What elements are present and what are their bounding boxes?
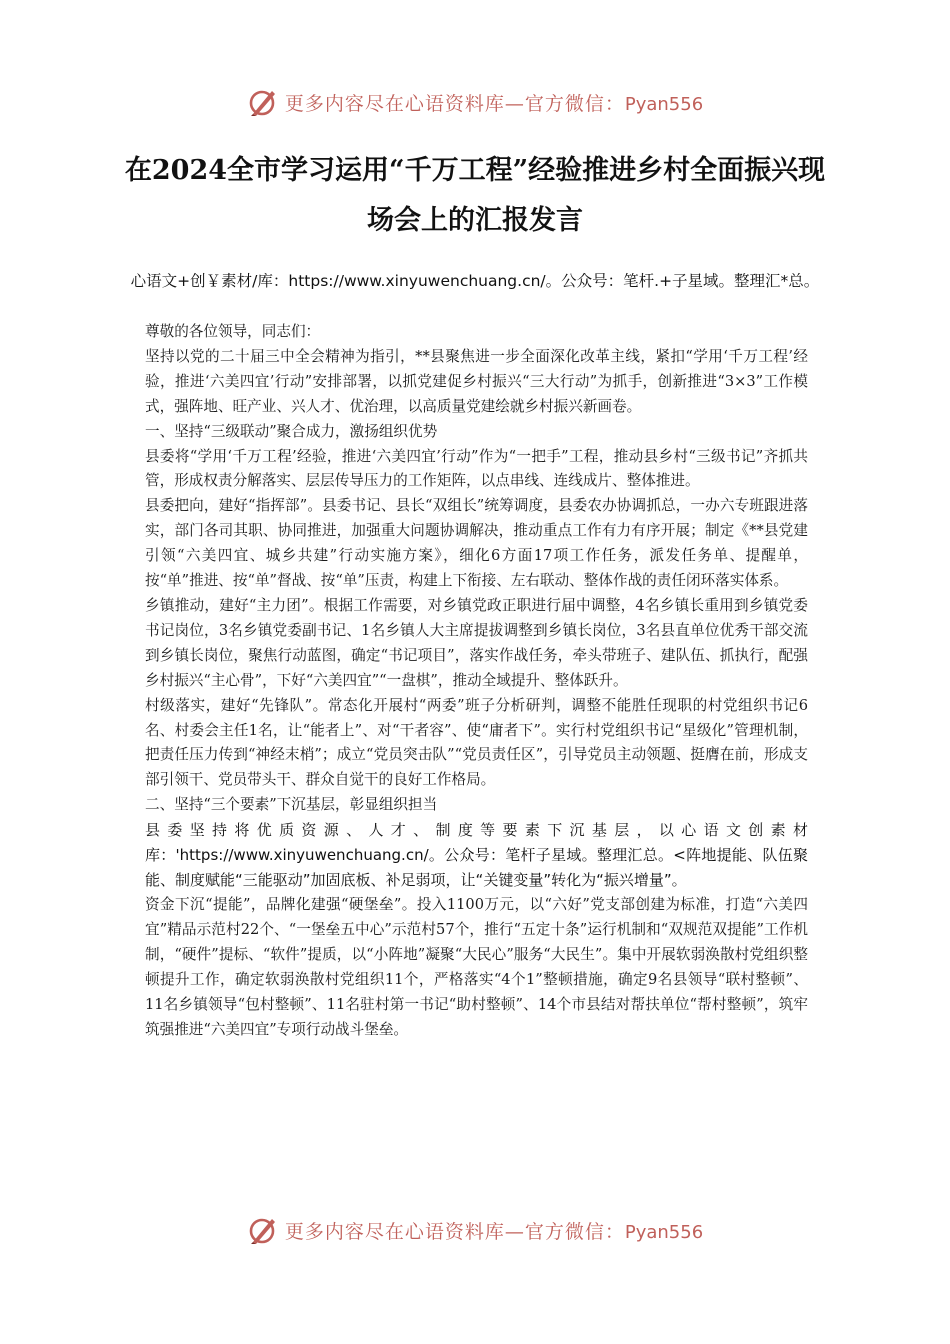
pen-logo-icon xyxy=(247,1214,279,1246)
body-paragraph: 县委坚持将优质资源、人才、制度等要素下沉基层，以心语文创素材库：'https://www.xinyuwenchuang.cn/。公众号：笔杆子星域。整理汇总。<阵地提能、队伍聚能、制度赋能“三能驱动”加固底板、补足弱项，让“关键变量”转化为“振兴增量”。 xyxy=(145,821,808,890)
document-body xyxy=(145,320,808,1043)
watermark-text: 更多内容尽在心语资料库—官方微信：Pyan556 xyxy=(284,92,704,115)
watermark-banner-bottom xyxy=(0,1210,950,1250)
body-paragraph: 乡镇推动，建好“主力团”。根据工作需要，对乡镇党政正职进行届中调整，4名乡镇长重用到乡镇党委书记岗位，3名乡镇党委副书记、1名乡镇人大主席提拔调整到乡镇长岗位，3名县直单位优秀干部交流到乡镇长岗位，聚焦行动蓝图，确定“书记项目”，落实作战任务，牵头带班子、建队伍、抓执行，配强乡村振兴“主心骨”，下好“六美四宜”“一盘棋”，推动全域提升、整体跃升。 xyxy=(145,596,808,689)
body-paragraph: 县委把向，建好“指挥部”。县委书记、县长“双组长”统筹调度，县委农办协调抓总，一办六专班跟进落实，部门各司其职、协同推进，加强重大问题协调解决，推动重点工作有力有序开展；制定《**县党建引领“六美四宜、城乡共建”行动实施方案》，细化6方面17项工作任务，派发任务单、提醒单，按“单”推进、按“单”督战、按“单”压责，构建上下衔接、左右联动、整体作战的责任闭环落实体系。 xyxy=(145,497,808,590)
body-paragraph: 村级落实，建好“先锋队”。常态化开展村“两委”班子分析研判，调整不能胜任现职的村党组织书记6名、村委会主任1名，让“能者上”、对“干者容”、使“庸者下”。实行村党组织书记“星级化”管理机制，把责任压力传到“神经末梢”；成立“党员突击队”“党员责任区”，引导党员主动领题、挺膺在前，形成支部引领干、党员带头干、群众自觉干的良好工作格局。 xyxy=(145,696,808,789)
salutation: 尊敬的各位领导，同志们： xyxy=(145,323,321,340)
watermark-text: 更多内容尽在心语资料库—官方微信：Pyan556 xyxy=(284,1220,704,1243)
body-paragraph: 资金下沉“提能”，品牌化建强“硬堡垒”。投入1100万元，以“六好”党支部创建为标准，打造“六美四宜”精品示范村22个、“一堡垒五中心”示范村57个，推行“五定十条”运行机制和“双规范双提能”工作机制，“硬件”提标、“软件”提质，以“小阵地”凝聚“大民心”服务“大民生”。集中开展软弱涣散村党组织整顿提升工作，确定软弱涣散村党组织11个，严格落实“4个1”整顿措施，确定9名县领导“联村整顿”、11名乡镇领导“包村整顿”、11名驻村第一书记“助村整顿”、14个市县结对帮扶单位“帮村整顿”，筑牢筑强推进“六美四宜”专项行动战斗堡垒。 xyxy=(145,896,808,1038)
body-paragraph: 县委将“学用‘千万工程’经验，推进‘六美四宜’行动”作为“一把手”工程，推动县乡村“三级书记”齐抓共管，形成权责分解落实、层层传导压力的工作矩阵，以点串线、连线成片、整体推进。 xyxy=(145,447,808,490)
document-title: 在2024全市学习运用“千万工程”经验推进乡村全面振兴现场会上的汇报发言 xyxy=(124,155,826,236)
pen-logo-icon xyxy=(247,86,279,118)
section-heading: 一、坚持“三级联动”聚合成力，激扬组织优势 xyxy=(145,422,438,440)
source-line: 心语文+创￥素材/库：https://www.xinyuwenchuang.cn/。公众号：笔杆.+子星域。整理汇*总。 xyxy=(130,272,820,290)
section-heading: 二、坚持“三个要素”下沉基层，彰显组织担当 xyxy=(145,796,438,814)
watermark-banner-top xyxy=(0,82,950,122)
body-paragraph: 坚持以党的二十届三中全会精神为指引，**县聚焦进一步全面深化改革主线，紧扣“学用‘千万工程’经验，推进‘六美四宜’行动”安排部署，以抓党建促乡村振兴“三大行动”为抓手，创新推进“3×3”工作模式，强阵地、旺产业、兴人才、优治理，以高质量党建绘就乡村振兴新画卷。 xyxy=(145,347,808,415)
